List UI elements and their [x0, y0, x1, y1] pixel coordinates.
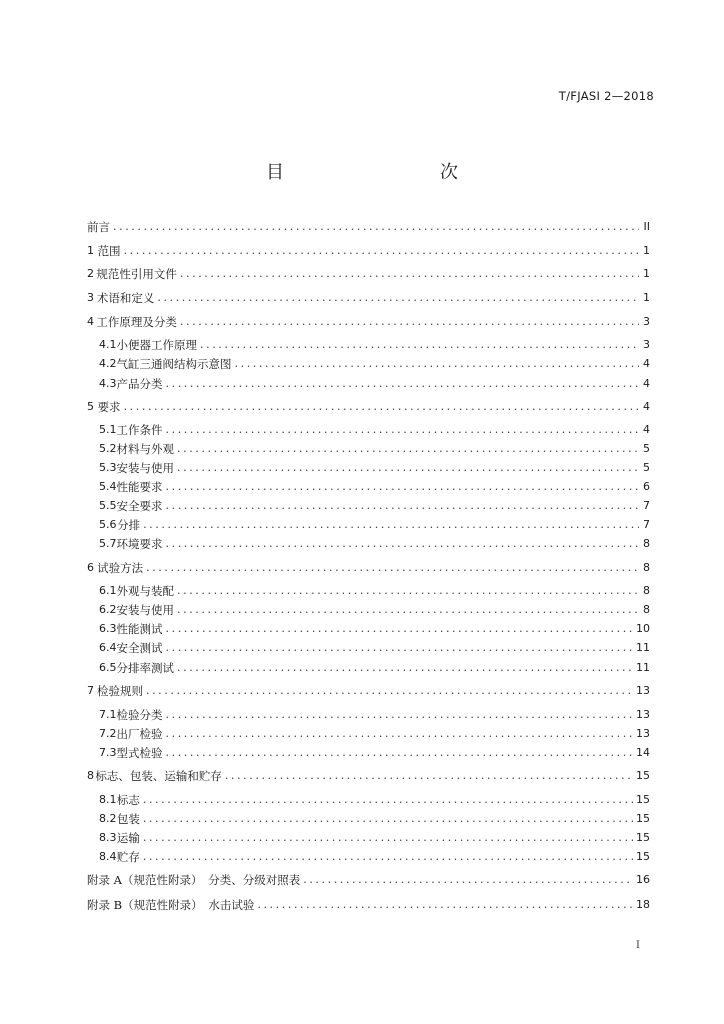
toc-entry-number: 4.3 [99, 377, 117, 390]
toc-entry[interactable] [99, 706, 650, 724]
toc-entry-number: 8.4 [99, 850, 117, 863]
toc-entry[interactable] [99, 829, 650, 847]
toc-entry-title: 产品分类 [116, 377, 163, 391]
toc-entry-number: 1 [87, 244, 94, 257]
toc-entry-page: 15 [636, 812, 650, 825]
toc-entry[interactable] [87, 218, 650, 236]
toc-leader-dots [177, 582, 639, 600]
toc-entry-number: 5.4 [99, 480, 117, 493]
toc-entry-page: 3 [643, 338, 650, 351]
toc-leader-dots [143, 829, 633, 847]
toc-entry-number: 5.2 [99, 442, 117, 455]
toc-entry-title: 检验规则 [96, 684, 143, 698]
toc-entry-number: 6.1 [99, 584, 117, 597]
document-code: T/FJASI 2—2018 [558, 89, 654, 103]
toc-entry-page: 1 [643, 291, 650, 304]
toc-entry-page: 7 [643, 518, 650, 531]
toc-entry[interactable] [99, 459, 650, 477]
toc-entry-page: 1 [643, 267, 650, 280]
toc-entry-page: 8 [643, 561, 650, 574]
toc-entry-title: 型式检验 [116, 746, 163, 760]
toc-entry-title: 分排 [117, 518, 141, 532]
toc-entry-page: 4 [643, 377, 650, 390]
toc-entry-page: 13 [636, 727, 650, 740]
toc-entry[interactable] [99, 535, 650, 553]
toc-entry[interactable] [99, 744, 650, 762]
toc-entry-number: 6.2 [99, 603, 117, 616]
toc-leader-dots [180, 313, 639, 331]
toc-entry-page: 4 [643, 423, 650, 436]
toc-entry[interactable] [87, 559, 650, 577]
toc-entry[interactable] [99, 620, 650, 638]
toc-leader-dots [166, 725, 634, 743]
toc-entry[interactable] [99, 516, 650, 534]
toc-leader-dots [143, 810, 633, 828]
toc-entry-page: 1 [643, 244, 650, 257]
toc-entry-number: 8.1 [99, 793, 117, 806]
toc-entry-title: 性能测试 [116, 622, 163, 636]
toc-entry-page: 11 [636, 641, 650, 654]
toc-entry[interactable] [87, 682, 650, 700]
toc-entry-page: 3 [643, 315, 650, 328]
toc-entry-title: 贮存 [116, 850, 140, 864]
toc-entry-page: 18 [636, 898, 650, 911]
toc-leader-dots [157, 289, 639, 307]
toc-entry-page: 13 [636, 684, 650, 697]
toc-entry-page: 8 [643, 537, 650, 550]
toc-leader-dots [166, 478, 640, 496]
toc-leader-dots [235, 355, 640, 373]
toc-leader-dots [257, 896, 633, 914]
toc-entry-number: 6 [87, 561, 94, 574]
toc-entry-number: 8 [87, 769, 94, 782]
toc-entry-title: 规范性引用文件 [96, 267, 177, 281]
toc-leader-dots [166, 744, 634, 762]
toc-entry[interactable] [99, 355, 650, 373]
toc-entry-number: 6.3 [99, 622, 117, 635]
toc-entry[interactable] [87, 896, 650, 914]
toc-entry[interactable] [87, 313, 650, 331]
toc-entry-page: 5 [643, 442, 650, 455]
toc-entry-number: 7.3 [99, 746, 117, 759]
toc-entry-title: 外观与装配 [116, 584, 174, 598]
toc-entry-number: 4.2 [99, 357, 117, 370]
toc-entry-page: 14 [636, 746, 650, 759]
toc-entry[interactable] [87, 242, 650, 260]
toc-entry-number: 7 [87, 684, 94, 697]
toc-entry[interactable] [99, 725, 650, 743]
toc-entry-page: 5 [643, 461, 650, 474]
toc-entry-page: 10 [636, 622, 650, 635]
toc-entry-title: 安装与使用 [116, 461, 174, 475]
toc-entry-page: 4 [643, 400, 650, 413]
toc-entry-number: 5.5 [99, 499, 117, 512]
toc-entry-number: 4 [87, 315, 94, 328]
toc-entry-number: 3 [87, 291, 94, 304]
toc-entry[interactable] [87, 289, 650, 307]
toc-leader-dots [146, 559, 639, 577]
toc-leader-dots [177, 659, 633, 677]
toc-entry-title: 附录 B（规范性附录） 水击试验 [87, 898, 255, 912]
toc-entry-title: 运输 [116, 831, 140, 845]
toc-entry-title: 要求 [97, 400, 121, 414]
toc-leader-dots [303, 871, 633, 889]
toc-leader-dots [166, 620, 634, 638]
toc-leader-dots [177, 601, 639, 619]
toc-entry-title: 安全测试 [116, 641, 163, 655]
toc-leader-dots [200, 336, 639, 354]
toc-entry[interactable] [99, 421, 650, 439]
toc-leader-dots [143, 791, 633, 809]
toc-entry-title: 分排率测试 [116, 661, 174, 675]
toc-entry-number: 8.2 [99, 812, 117, 825]
toc-leader-dots [113, 218, 639, 236]
toc-entry-number: 2 [87, 267, 94, 280]
toc-entry[interactable] [99, 336, 650, 354]
toc-entry[interactable] [99, 848, 650, 866]
toc-entry-page: 11 [636, 661, 650, 674]
toc-entry-page: 15 [636, 850, 650, 863]
toc-entry[interactable] [99, 497, 650, 515]
toc-entry-number: 8.3 [99, 831, 117, 844]
toc-entry[interactable] [99, 478, 650, 496]
toc-entry-title: 标志、包装、运输和贮存 [95, 769, 222, 783]
toc-leader-dots [124, 398, 639, 416]
toc-leader-dots [180, 265, 639, 283]
toc-leader-dots [225, 767, 633, 785]
toc-entry-title: 出厂检验 [116, 727, 163, 741]
toc-entry-title: 安全要求 [116, 499, 163, 513]
toc-entry-number: 6.5 [99, 661, 117, 674]
toc-entry-page: 15 [636, 793, 650, 806]
toc-entry[interactable] [99, 440, 650, 458]
toc-leader-dots [166, 639, 634, 657]
toc-leader-dots [177, 459, 639, 477]
toc-entry-page: 8 [643, 603, 650, 616]
toc-entry-number: 7.2 [99, 727, 117, 740]
toc-leader-dots [166, 497, 640, 515]
toc-entry-title: 安装与使用 [116, 603, 174, 617]
toc-entry-title: 小便器工作原理 [116, 338, 197, 352]
toc-entry-number: 5.7 [99, 537, 117, 550]
toc-leader-dots [146, 682, 633, 700]
toc-entry-title: 术语和定义 [96, 291, 155, 305]
toc-leader-dots [166, 375, 640, 393]
toc-entry[interactable] [87, 767, 650, 785]
toc-entry-page: 7 [643, 499, 650, 512]
toc-entry-page: II [643, 220, 650, 233]
toc-entry-page: 8 [643, 584, 650, 597]
toc-entry[interactable] [99, 639, 650, 657]
toc-leader-dots [177, 440, 639, 458]
toc-entry-title: 附录 A（规范性附录） 分类、分级对照表 [87, 873, 301, 887]
toc-entry-title: 试验方法 [97, 561, 144, 575]
toc-entry-number: 5.6 [99, 518, 117, 531]
toc-leader-dots [143, 848, 633, 866]
toc-entry[interactable] [99, 582, 650, 600]
toc-entry-page: 4 [643, 357, 650, 370]
toc-entry-title: 环境要求 [116, 537, 163, 551]
toc-entry-page: 6 [643, 480, 650, 493]
toc-entry-title: 包装 [116, 812, 140, 826]
footer-page-number: I [636, 940, 640, 951]
toc-entry-number: 5.3 [99, 461, 117, 474]
toc-entry-title: 工作原理及分类 [96, 315, 177, 329]
toc-entry-page: 16 [636, 873, 650, 886]
page-title: 目 次 [266, 162, 498, 183]
toc-entry-page: 15 [636, 831, 650, 844]
toc-entry-title: 气缸三通阀结构示意图 [116, 357, 232, 371]
toc-entry[interactable] [99, 810, 650, 828]
toc-leader-dots [143, 516, 639, 534]
toc-entry-number: 4.1 [99, 338, 117, 351]
toc-entry-number: 5 [87, 400, 94, 413]
toc-entry[interactable] [99, 601, 650, 619]
toc-entry-title: 标志 [116, 793, 140, 807]
toc-leader-dots [166, 535, 640, 553]
toc-entry-title: 材料与外观 [116, 442, 174, 456]
toc-entry-title: 性能要求 [116, 480, 163, 494]
toc-entry-title: 范围 [97, 244, 121, 258]
toc-entry[interactable] [99, 659, 650, 677]
toc-entry-number: 7.1 [99, 708, 117, 721]
toc-entry-title: 工作条件 [116, 423, 163, 437]
toc-leader-dots [166, 706, 634, 724]
toc-entry-number: 5.1 [99, 423, 117, 436]
toc-entry-title: 前言 [87, 220, 110, 234]
toc-entry-number: 6.4 [99, 641, 117, 654]
toc-leader-dots [124, 242, 639, 260]
toc-entry[interactable] [99, 791, 650, 809]
toc-entry-title: 检验分类 [116, 708, 163, 722]
toc-entry-page: 13 [636, 708, 650, 721]
toc-entry[interactable] [87, 265, 650, 283]
toc-entry[interactable] [87, 871, 650, 889]
toc-entry-page: 15 [636, 769, 650, 782]
toc-leader-dots [166, 421, 640, 439]
toc-entry[interactable] [99, 375, 650, 393]
toc-entry[interactable] [87, 398, 650, 416]
